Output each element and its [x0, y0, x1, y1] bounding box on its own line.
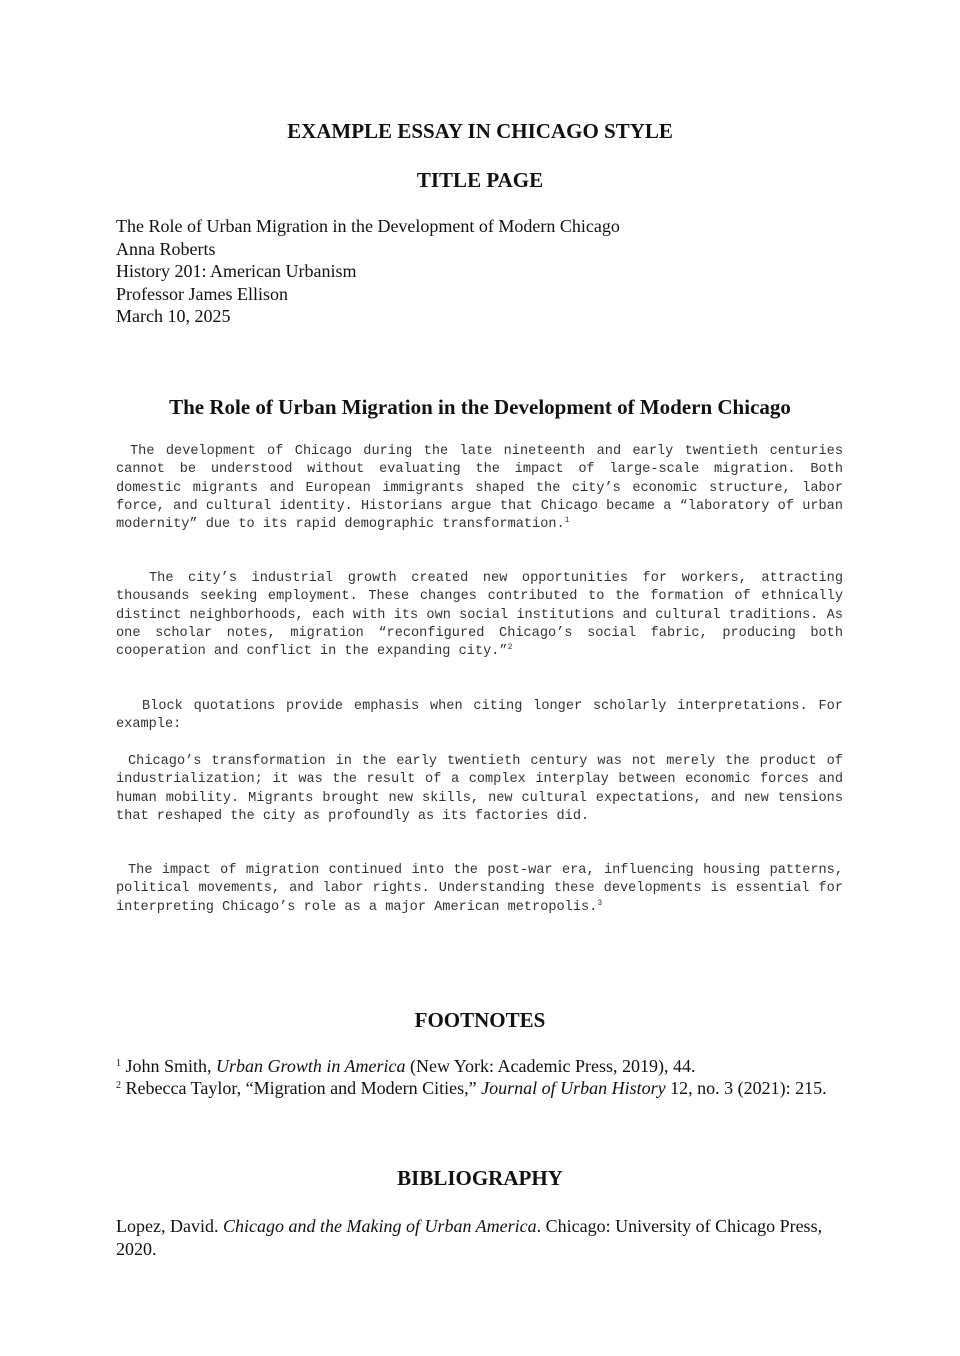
footnote-title: Urban Growth in America: [216, 1056, 406, 1076]
footnote-ref-1[interactable]: 1: [564, 516, 570, 526]
footnote-title: Journal of Urban History: [481, 1078, 666, 1098]
footnote-text: (New York: Academic Press, 2019), 44.: [405, 1056, 696, 1076]
bibliography-entry: [116, 1215, 844, 1260]
title-page-heading: TITLE PAGE: [416, 168, 544, 192]
footnote-mark: 1: [116, 1058, 121, 1069]
paragraph-text: The impact of migration continued into the post-war era, influencing housing patterns, political movements, and labor rights. Understanding these developments is essential for interpreting Chicago’s role as a major American metropolis.: [116, 863, 843, 915]
title-page-block: [116, 215, 620, 328]
bibliography-heading: BIBLIOGRAPHY: [397, 1166, 563, 1190]
body-paragraph-4: [116, 862, 843, 917]
paragraph-text: The city’s industrial growth created new opportunities for workers, attracting thousands seeking employment. These changes contributed to the formation of ethnically distinct neighborhoods, each with its own social institutions and cultural traditions. As one scholar notes, migration “reconfigured Chicago’s social fabric, producing both cooperation and conflict in the expanding city.”: [116, 571, 843, 660]
footnote-text: 12, no. 3 (2021): 215.: [665, 1078, 827, 1098]
title-page-date: March 10, 2025: [116, 306, 231, 326]
quotation-text: Chicago’s transformation in the early twentieth century was not merely the product of industrialization; it was the result of a complex interplay between economic forces and human mobility. Migrants brought new skills, new cultural expectations, and new tensions that reshaped the city as profoundly as its factories did.: [116, 754, 843, 824]
footnote-text: John Smith,: [121, 1056, 217, 1076]
title-page-title: The Role of Urban Migration in the Development of Modern Chicago: [116, 216, 620, 236]
bibliography-text: . Chicago: University of Chicago Press, 2020.: [116, 1216, 823, 1259]
title-page-author: Anna Roberts: [116, 238, 216, 259]
footnotes-heading: FOOTNOTES: [414, 1008, 546, 1032]
paragraph-text: Block quotations provide emphasis when citing longer scholarly interpretations. For example:: [116, 699, 843, 733]
body-paragraph-3: [116, 698, 843, 735]
body-paragraph-2: [116, 570, 843, 661]
footnote-1: [116, 1055, 844, 1078]
footnote-text: Rebecca Taylor, “Migration and Modern Cities,”: [121, 1078, 482, 1098]
footnote-mark: 2: [116, 1080, 121, 1091]
body-paragraph-1: [116, 443, 843, 534]
title-page-professor: Professor James Ellison: [116, 283, 288, 304]
footnote-2: [116, 1077, 844, 1100]
block-quotation: [116, 753, 843, 826]
footnote-ref-3[interactable]: 3: [597, 898, 603, 908]
bibliography-title: Chicago and the Making of Urban America: [222, 1216, 537, 1236]
bibliography-text: Lopez, David.: [116, 1216, 223, 1236]
paragraph-text: The development of Chicago during the late nineteenth and early twentieth centuries cannot be understood without evaluating the impact of large-scale migration. Both domestic migrants and European immigrants shaped the city’s economic structure, labor force, and cultural identity. Historians argue that Chicago became a “laboratory of urban modernity” due to its rapid demographic transformation.: [116, 444, 843, 533]
title-page-course: History 201: American Urbanism: [116, 261, 357, 281]
essay-title: The Role of Urban Migration in the Development of Modern Chicago: [169, 395, 791, 419]
footnote-ref-2[interactable]: 2: [507, 643, 513, 653]
document-heading: EXAMPLE ESSAY IN CHICAGO STYLE: [287, 119, 673, 143]
